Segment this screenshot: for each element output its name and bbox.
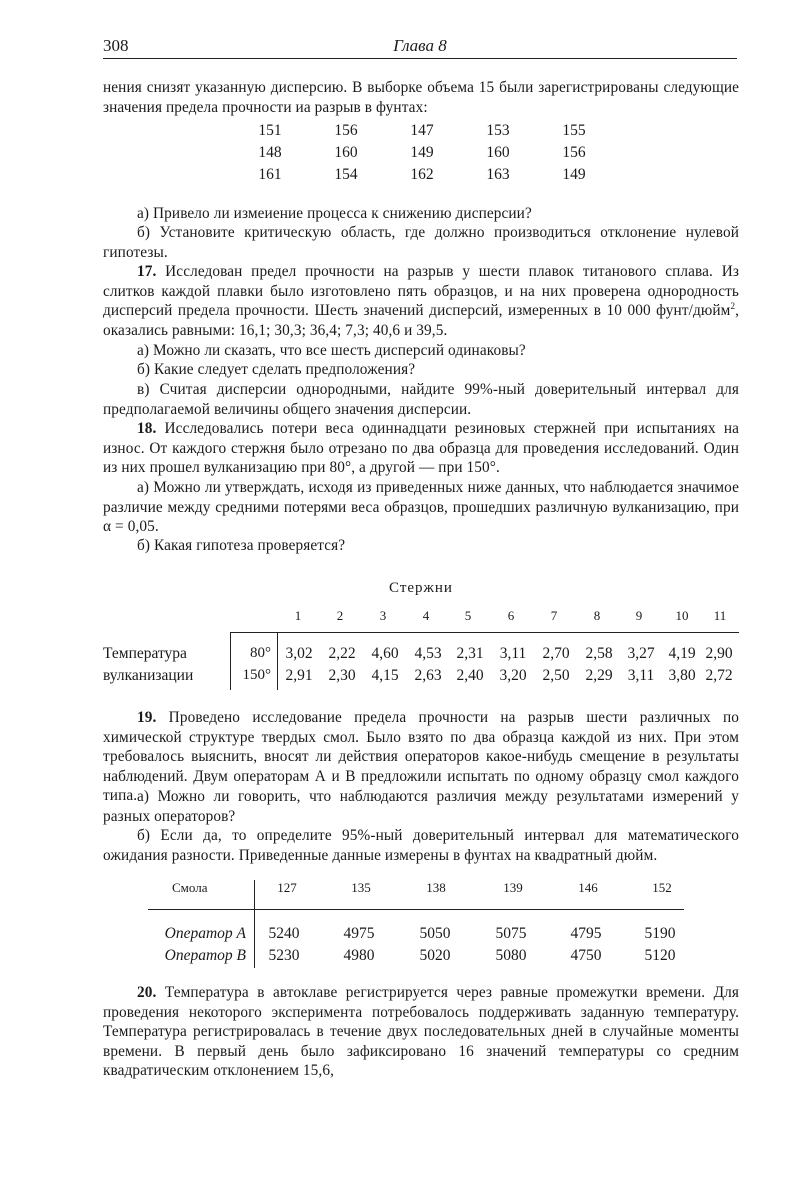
- rod-index: 9: [635, 608, 643, 623]
- resin-value: 5230: [268, 947, 300, 964]
- rod-value: 2,70: [542, 645, 570, 662]
- rod-value: 3,11: [499, 645, 527, 662]
- rod-value: 4,19: [668, 645, 696, 662]
- rod-value: 3,11: [627, 667, 655, 684]
- problem-text: Проведено исследование предела прочности на разрыв шести различных по химической структуре твердых смол. Было взято по два образца каждой из них. При этом требовалось выяснить, вносят ли действия операторов какое-нибудь смещение в результаты наблюдений. Двум операторам А и В предложили испытать по одному образцу смол каждого типа.: [103, 709, 739, 805]
- rod-value: 2,30: [328, 667, 356, 684]
- rod-value: 4,60: [371, 645, 399, 662]
- rod-value: 2,40: [456, 667, 484, 684]
- problem-18: [103, 419, 739, 478]
- grid-cell: 156: [562, 144, 586, 161]
- problem-19-a: а) Можно ли говорить, что наблюдаются различия между результатами измерений у разных операторов?: [103, 788, 739, 825]
- rod-value: 4,15: [371, 667, 399, 684]
- strength-values-grid: [240, 122, 600, 188]
- rod-value: 2,29: [585, 667, 613, 684]
- rod-value: 3,80: [668, 667, 696, 684]
- table-rule: [230, 632, 739, 633]
- resin-value: 5120: [644, 947, 676, 964]
- operator-b-label: Оператор В: [164, 947, 246, 964]
- problem-text-cont: , оказались равными: 16,1; 30,3; 36,4; 7,3; 40,6 и 39,5.: [103, 302, 739, 339]
- rod-index: 4: [422, 608, 430, 623]
- rod-index: 8: [593, 608, 601, 623]
- rod-value: 2,31: [456, 645, 484, 662]
- resin-value: 5075: [495, 925, 527, 942]
- resin-value: 5190: [644, 925, 676, 942]
- rod-value: 2,63: [414, 667, 442, 684]
- grid-cell: 149: [562, 166, 586, 183]
- row-label: вулканизации: [103, 667, 194, 684]
- problem-number: 19.: [137, 709, 157, 726]
- grid-cell: 161: [258, 166, 282, 183]
- rod-index: 5: [464, 608, 472, 623]
- resin-value: 5020: [419, 947, 451, 964]
- rod-value: 3,27: [627, 645, 655, 662]
- resin-value: 5050: [419, 925, 451, 942]
- grid-cell: 154: [334, 166, 358, 183]
- problem-17-c: в) Считая дисперсии однородными, найдите 99%-ный доверительный интервал для предполагаемой величины общего значения дисперсии.: [103, 381, 739, 418]
- rod-index: 2: [336, 608, 344, 623]
- problem-number: 20.: [137, 984, 157, 1001]
- grid-row: [240, 122, 600, 144]
- grid-row: [240, 166, 600, 188]
- operator-a-label: Оператор А: [164, 925, 246, 942]
- grid-cell: 148: [258, 144, 282, 161]
- question-a: а) Привело ли измеиение процесса к снижению дисперсии?: [137, 205, 532, 222]
- rod-index: 11: [713, 608, 727, 623]
- rod-value: 2,72: [705, 667, 733, 684]
- resin-id: 127: [277, 880, 297, 895]
- rod-value: 2,22: [328, 645, 356, 662]
- problem-18-b: б) Какая гипотеза проверяется?: [137, 537, 346, 554]
- resin-value: 4975: [343, 925, 375, 942]
- rod-value: 2,90: [705, 645, 733, 662]
- problem-text: Исследован предел прочности на разрыв у шести плавок титанового сплава. Из слитков каждой плавки было изготовлено пять образцов, и на них проверена однородность дисперсий предела прочности. Шесть значений дисперсий, измеренных в 10 000 фунт/дюйм: [103, 263, 739, 320]
- grid-cell: 156: [334, 122, 358, 139]
- grid-row: [240, 144, 600, 166]
- resin-id: 138: [426, 880, 446, 895]
- rod-index: 6: [507, 608, 515, 623]
- resin-id: 139: [503, 880, 523, 895]
- problem-text: Исследовались потери веса одиннадцати резиновых стержней при испытаниях на износ. От каждого стержня было отрезано по два образца для проведения исследований. Один из них прошел вулканизацию при 80°, а другой — при 150°.: [103, 420, 739, 477]
- page-number: 308: [103, 36, 129, 55]
- resin-value: 5240: [268, 925, 300, 942]
- superscript: 2: [730, 301, 736, 312]
- rod-value: 4,53: [414, 645, 442, 662]
- resin-value: 4795: [570, 925, 602, 942]
- rod-index: 1: [294, 608, 302, 623]
- resin-id: 135: [351, 880, 371, 895]
- resin-value: 4750: [570, 947, 602, 964]
- grid-cell: 160: [486, 144, 510, 161]
- rod-value: 2,50: [542, 667, 570, 684]
- problem-17-a: а) Можно ли сказать, что все шесть дисперсий одинаковы?: [137, 342, 526, 359]
- grid-cell: 162: [410, 166, 434, 183]
- grid-cell: 163: [486, 166, 510, 183]
- temperature-150: 150°: [242, 667, 271, 683]
- question-b: б) Установите критическую область, где должно производиться отклонение нулевой гипотезы.: [103, 224, 739, 261]
- resin-value: 5080: [495, 947, 527, 964]
- resin-id: 152: [652, 880, 672, 895]
- temperature-80: 80°: [250, 645, 271, 661]
- page-header: [103, 36, 737, 59]
- rod-index: 7: [550, 608, 558, 623]
- resin-header-label: Смола: [172, 880, 208, 895]
- resin-id: 146: [578, 880, 598, 895]
- rod-index: 3: [379, 608, 387, 623]
- grid-cell: 160: [334, 144, 358, 161]
- row-label: Температура: [103, 645, 187, 662]
- table-rule: [148, 909, 684, 910]
- grid-cell: 149: [410, 144, 434, 161]
- chapter-title: Глава 8: [393, 36, 447, 55]
- rod-value: 2,58: [585, 645, 613, 662]
- rod-value: 3,20: [499, 667, 527, 684]
- rod-value: 3,02: [285, 645, 313, 662]
- intro-paragraph: нения снизят указанную дисперсию. В выборке объема 15 были зарегистрированы следующие значения предела прочности иа разрыв в фунтах:: [103, 79, 739, 116]
- rod-value: 2,91: [285, 667, 313, 684]
- problem-18-a: а) Можно ли утверждать, исходя из приведенных ниже данных, что наблюдается значимое различие между средними потерями веса образцов, прошедших различную вулканизацию, при α = 0,05.: [103, 479, 739, 536]
- problem-19-b: б) Если да, то определите 95%-ный доверительный интервал для математического ожидания разности. Приведенные данные измерены в фунтах на квадратный дюйм.: [103, 827, 739, 864]
- problem-17-b: б) Какие следует сделать предположения?: [137, 361, 416, 378]
- resin-value: 4980: [343, 947, 375, 964]
- grid-cell: 155: [562, 122, 586, 139]
- problem-20: [103, 983, 739, 1081]
- rod-index: 10: [675, 608, 689, 623]
- grid-cell: 151: [258, 122, 282, 139]
- grid-cell: 153: [486, 122, 510, 139]
- problem-17: [103, 262, 739, 340]
- problem-number: 18.: [137, 420, 157, 437]
- problem-text: Температура в автоклаве регистрируется через равные промежутки времени. Для проведения некоторого эксперимента потребовалось поддерживать заданную температуру. Температура регистрировалась в течение двух последовательных дней в случайные моменты времени. В первый день было зафиксировано 16 значений температуры со средним квадратическим отклонением 15,6,: [103, 984, 739, 1080]
- rods-table-title: Стержни: [389, 580, 453, 596]
- problem-number: 17.: [137, 263, 157, 280]
- grid-cell: 147: [410, 122, 434, 139]
